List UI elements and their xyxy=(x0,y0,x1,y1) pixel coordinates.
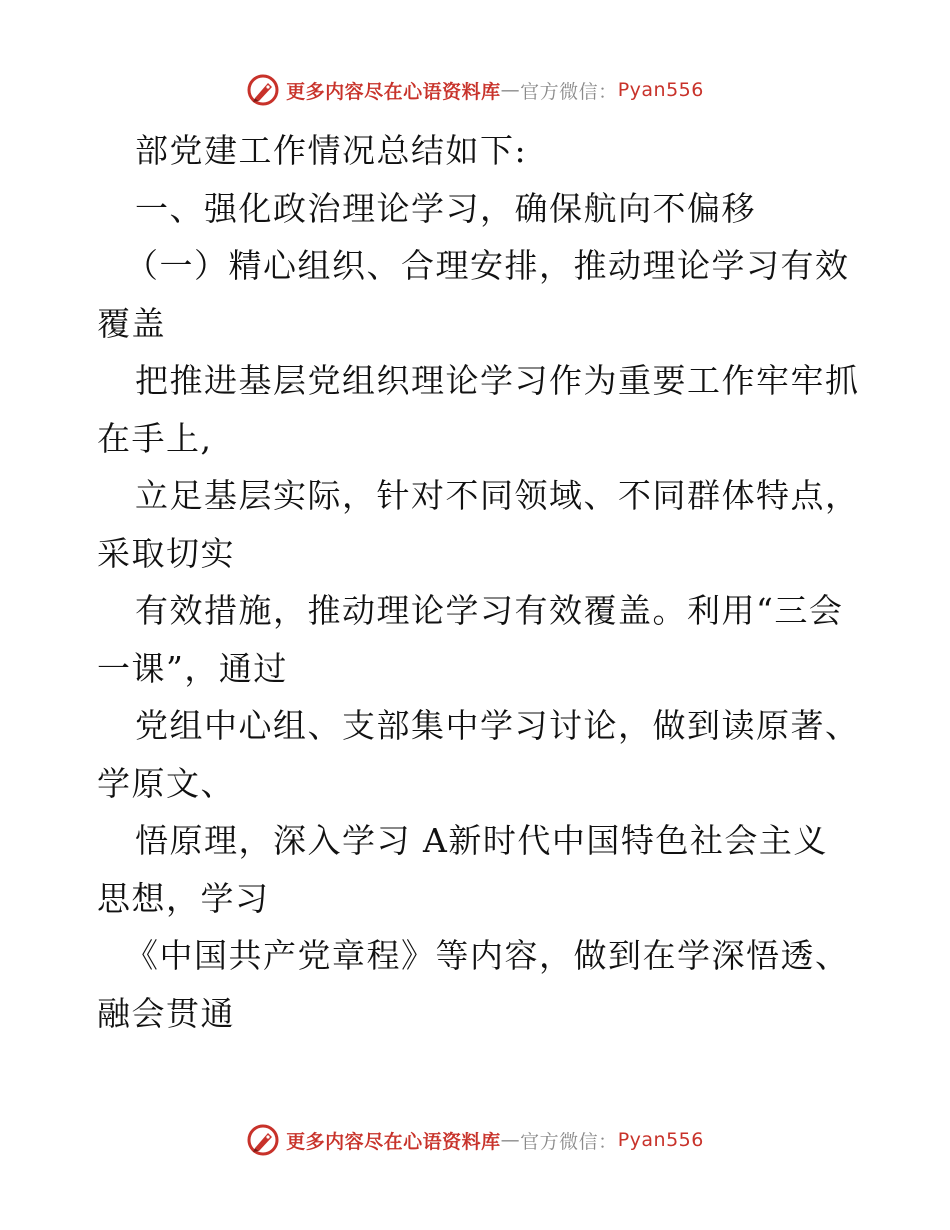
banner-title: 更多内容尽在心语资料库 xyxy=(286,1130,501,1153)
banner-wechat-label: 官方微信： xyxy=(520,80,618,103)
header-banner xyxy=(0,70,950,110)
banner-title: 更多内容尽在心语资料库 xyxy=(286,80,501,103)
pen-nib-logo-icon xyxy=(246,1123,280,1157)
banner-dash: — xyxy=(500,79,521,101)
banner-wechat-label: 官方微信： xyxy=(520,1130,618,1153)
text-line: 《中国共产党章程》等内容，做到在学深悟透、 xyxy=(125,936,850,975)
pen-nib-logo-icon xyxy=(246,73,280,107)
text-line: 把推进基层党组织理论学习作为重要工作牢牢抓 xyxy=(135,361,860,400)
text-line: 融会贯通 xyxy=(97,993,235,1033)
banner-text xyxy=(286,1127,704,1154)
text-line: 立足基层实际，针对不同领域、不同群体特点， xyxy=(135,476,860,515)
text-line: 一课”，通过 xyxy=(97,648,288,688)
text-line: 在手上, xyxy=(97,418,213,458)
section-heading: 一、强化政治理论学习，确保航向不偏移 xyxy=(135,188,756,228)
footer-banner xyxy=(0,1120,950,1160)
text-line: 覆盖 xyxy=(97,303,166,343)
text-line: 有效措施，推动理论学习有效覆盖。利用“三会 xyxy=(135,591,844,630)
text-line: 党组中心组、支部集中学习讨论，做到读原著、 xyxy=(135,706,860,745)
text-line: 悟原理，深入学习 A新时代中国特色社会主义 xyxy=(135,821,828,860)
subsection-heading: （一）精心组织、合理安排，推动理论学习有效 xyxy=(125,246,850,285)
banner-wechat-id: Pyan556 xyxy=(617,79,704,101)
text-line: 学原文、 xyxy=(97,763,235,803)
text-line: 思想，学习 xyxy=(97,878,270,918)
banner-dash: — xyxy=(500,1129,521,1151)
text-line: 部党建工作情况总结如下: xyxy=(135,131,528,170)
banner-text xyxy=(286,77,704,104)
document-body xyxy=(97,122,860,1042)
banner-wechat-id: Pyan556 xyxy=(617,1129,704,1151)
text-line: 采取切实 xyxy=(97,533,235,573)
